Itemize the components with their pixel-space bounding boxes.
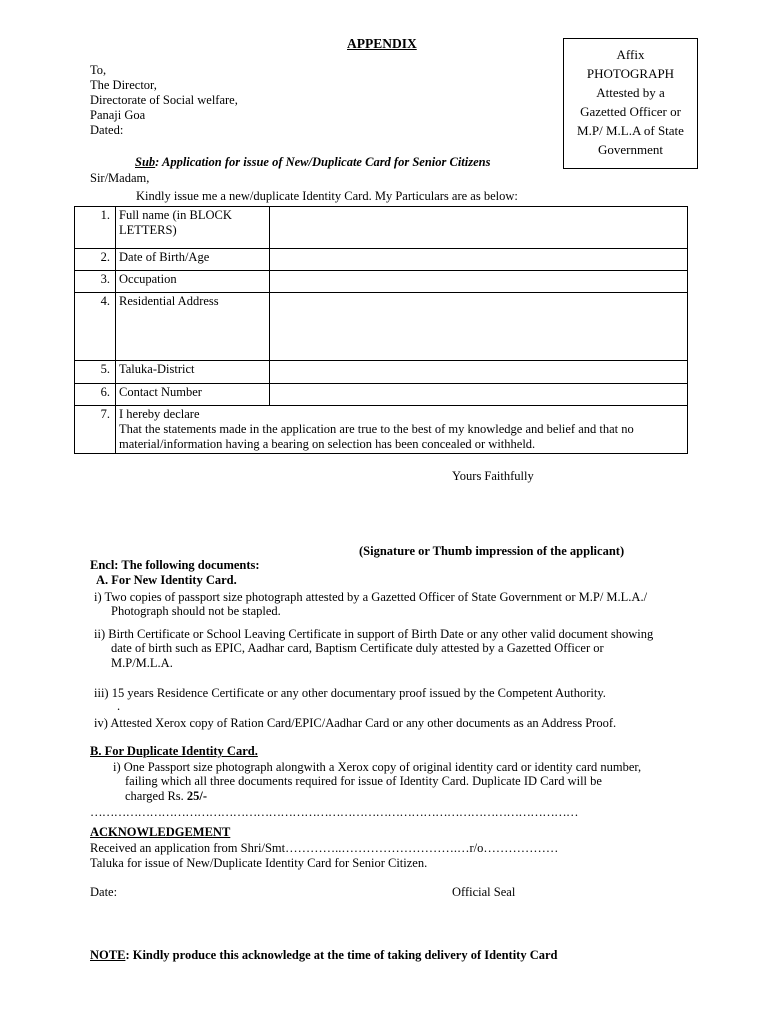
acknowledgement-line: Received an application from Shri/Smt…………..……………………….…r/o……………… xyxy=(90,841,559,855)
particulars-table xyxy=(74,206,688,454)
declaration-line: I hereby declare xyxy=(119,407,200,421)
table-row xyxy=(75,271,688,293)
fill-field[interactable] xyxy=(270,293,688,361)
fill-field[interactable] xyxy=(270,384,688,406)
row-number: 4. xyxy=(75,293,116,361)
table-row xyxy=(75,384,688,406)
row-number: 3. xyxy=(75,271,116,293)
declaration-cell xyxy=(116,406,688,454)
photo-box-line: Affix xyxy=(616,47,645,62)
enclosure-item: ii) Birth Certificate or School Leaving Certificate in support of Birth Date or any other valid document showing xyxy=(94,627,654,641)
row-number: 5. xyxy=(75,361,116,384)
row-number: 2. xyxy=(75,249,116,271)
closing-text: Yours Faithfully xyxy=(452,469,534,483)
note-text: : Kindly produce this acknowledge at the time of taking delivery of Identity Card xyxy=(125,948,558,962)
enclosure-item-cont: failing which all three documents required for issue of Identity Card. Duplicate ID Card will be xyxy=(125,774,602,788)
photo-box-line: Attested by a xyxy=(596,85,665,100)
row-label: Residential Address xyxy=(116,293,270,361)
table-row xyxy=(75,361,688,384)
table-row xyxy=(75,293,688,361)
row-number: 1. xyxy=(75,207,116,249)
enclosure-item-cont: Photograph should not be stapled. xyxy=(111,604,281,618)
row-label: Taluka-District xyxy=(116,361,270,384)
signature-text: Signature or Thumb impression of the applicant xyxy=(363,544,620,558)
enclosure-item: i) Two copies of passport size photograph attested by a Gazetted Officer of State Government or M.P/ M.L.A./ xyxy=(94,590,648,604)
fill-field[interactable] xyxy=(270,207,688,249)
acknowledgement-line: Taluka for issue of New/Duplicate Identity Card for Senior Citizen. xyxy=(90,856,428,870)
row-label: Full name (in BLOCK LETTERS) xyxy=(116,207,270,249)
fill-field[interactable] xyxy=(270,271,688,293)
date-label: Date: xyxy=(90,885,118,899)
subject-text: : Application for issue of New/Duplicate Card for Senior Citizens xyxy=(155,155,491,169)
fill-field[interactable] xyxy=(270,361,688,384)
enclosure-item-cont: . xyxy=(117,699,121,713)
section-a-heading xyxy=(96,573,237,588)
photo-box-line: PHOTOGRAPH xyxy=(586,66,675,81)
note-label: NOTE xyxy=(90,948,126,962)
section-b-heading: B. For Duplicate Identity Card. xyxy=(90,744,258,758)
row-label: Contact Number xyxy=(116,384,270,406)
address-line: The Director, xyxy=(90,78,157,92)
note-line xyxy=(90,948,558,963)
declaration-line: material/information having a bearing on selection has been concealed or withheld. xyxy=(119,437,536,451)
signature-line: (Signature or Thumb impression of the applicant) xyxy=(359,544,625,558)
subject-prefix: Sub xyxy=(135,155,156,169)
photo-box xyxy=(563,38,698,169)
enclosure-item-cont: date of birth such as EPIC, Aadhar card, Baptism Certificate duly attested by a Gazetted Officer or xyxy=(111,641,604,655)
section-a-text: A. For New Identity Card. xyxy=(96,573,237,587)
photo-box-line: M.P/ M.L.A of State xyxy=(577,123,684,138)
row-number: 7. xyxy=(75,406,116,454)
declaration-line: That the statements made in the application are true to the best of my knowledge and belief and that no xyxy=(119,422,634,436)
photo-box-line: Gazetted Officer or xyxy=(580,104,681,119)
enclosure-item: iii) 15 years Residence Certificate or any other documentary proof issued by the Competent Authority. xyxy=(94,686,606,700)
fee-text: charged Rs. xyxy=(125,789,187,803)
address-line: Dated: xyxy=(90,123,124,137)
intro-text: Kindly issue me a new/duplicate Identity Card. My Particulars are as below: xyxy=(136,189,518,203)
photo-box-line: Government xyxy=(598,142,663,157)
row-number: 6. xyxy=(75,384,116,406)
row-label: Occupation xyxy=(116,271,270,293)
enclosure-item-cont: M.P/M.L.A. xyxy=(111,656,173,670)
fee-amount: 25/- xyxy=(186,789,208,803)
table-row xyxy=(75,207,688,249)
salutation: Sir/Madam, xyxy=(90,171,150,185)
table-row xyxy=(75,406,688,454)
subject-line xyxy=(135,155,490,170)
enclosure-item-cont xyxy=(125,789,207,804)
enclosures-heading: Encl: The following documents: xyxy=(90,558,260,572)
address-line: Panaji Goa xyxy=(90,108,146,122)
page-title: APPENDIX xyxy=(347,36,417,51)
enclosure-item: iv) Attested Xerox copy of Ration Card/EPIC/Aadhar Card or any other documents as an Address Proof. xyxy=(94,716,617,730)
acknowledgement-heading: ACKNOWLEDGEMENT xyxy=(90,825,231,839)
cut-separator: …………………………………………………………………………………………………………… xyxy=(90,805,578,819)
address-line: To, xyxy=(90,63,107,77)
table-row xyxy=(75,249,688,271)
fill-field[interactable] xyxy=(270,249,688,271)
address-line: Directorate of Social welfare, xyxy=(90,93,238,107)
official-seal-label: Official Seal xyxy=(452,885,516,899)
enclosure-item: i) One Passport size photograph alongwith a Xerox copy of original identity card or identity card number, xyxy=(113,760,642,774)
row-label: Date of Birth/Age xyxy=(116,249,270,271)
